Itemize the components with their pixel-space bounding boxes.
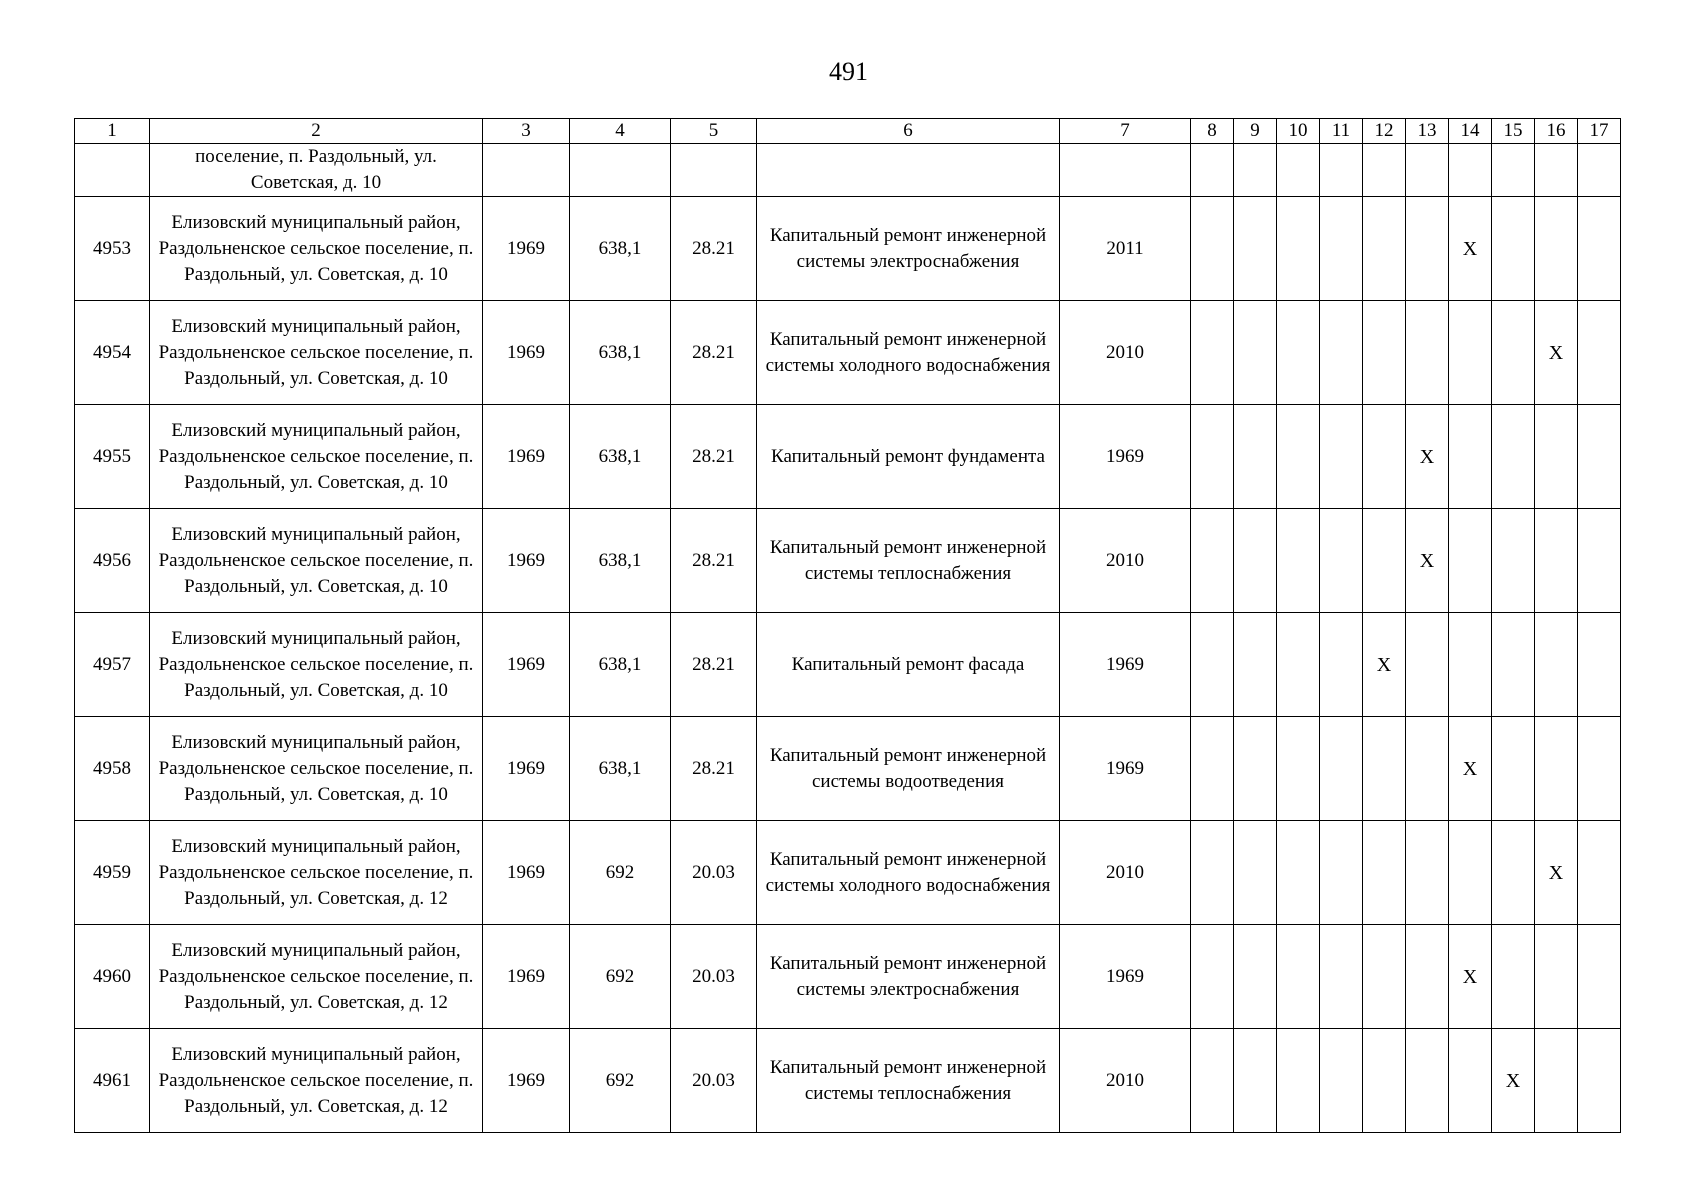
- empty-cell: [1320, 821, 1363, 925]
- continuation-address: поселение, п. Раздольный, ул. Советская, д. 10: [150, 144, 483, 197]
- area-cell: 638,1: [570, 717, 671, 821]
- repair-register-table: [74, 118, 1621, 1133]
- area-cell: 692: [570, 1029, 671, 1133]
- empty-cell: [757, 144, 1060, 197]
- empty-cell: [1234, 717, 1277, 821]
- last-repair-year-cell: 1969: [1060, 925, 1191, 1029]
- column-number-3: 3: [483, 119, 570, 144]
- column-number-9: 9: [1234, 119, 1277, 144]
- empty-cell: [1277, 925, 1320, 1029]
- selected-mark: X: [1449, 717, 1492, 821]
- empty-cell: [1363, 197, 1406, 301]
- empty-cell: [1234, 144, 1277, 197]
- empty-cell: [1320, 144, 1363, 197]
- empty-cell: [1535, 1029, 1578, 1133]
- empty-cell: [1320, 717, 1363, 821]
- record-id: 4954: [75, 301, 150, 405]
- empty-cell: [1492, 405, 1535, 509]
- address-cell: Елизовский муниципальный район, Раздольненское сельское поселение, п. Раздольный, ул. Советская, д. 10: [150, 197, 483, 301]
- build-year-cell: 1969: [483, 613, 570, 717]
- empty-cell: [1578, 717, 1621, 821]
- empty-cell: [1363, 509, 1406, 613]
- selected-mark: X: [1449, 925, 1492, 1029]
- page-number: 491: [829, 57, 868, 86]
- wear-percent-cell: 28.21: [671, 717, 757, 821]
- empty-cell: [1406, 613, 1449, 717]
- column-number-2: 2: [150, 119, 483, 144]
- empty-cell: [1492, 717, 1535, 821]
- empty-cell: [1492, 613, 1535, 717]
- work-type-cell: Капитальный ремонт фундамента: [757, 405, 1060, 509]
- empty-cell: [1363, 1029, 1406, 1133]
- empty-cell: [1449, 821, 1492, 925]
- area-cell: 692: [570, 821, 671, 925]
- build-year-cell: 1969: [483, 405, 570, 509]
- empty-cell: [1191, 197, 1234, 301]
- empty-cell: [1449, 405, 1492, 509]
- empty-cell: [1277, 405, 1320, 509]
- empty-cell: [1578, 1029, 1621, 1133]
- empty-cell: [1234, 613, 1277, 717]
- empty-cell: [1535, 509, 1578, 613]
- address-cell: Елизовский муниципальный район, Раздольненское сельское поселение, п. Раздольный, ул. Советская, д. 10: [150, 301, 483, 405]
- address-cell: Елизовский муниципальный район, Раздольненское сельское поселение, п. Раздольный, ул. Советская, д. 12: [150, 821, 483, 925]
- continuation-row: [75, 144, 1621, 197]
- empty-cell: [1363, 144, 1406, 197]
- empty-cell: [1449, 144, 1492, 197]
- column-number-12: 12: [1363, 119, 1406, 144]
- build-year-cell: 1969: [483, 197, 570, 301]
- empty-cell: [1234, 821, 1277, 925]
- empty-cell: [1363, 821, 1406, 925]
- empty-cell: [1363, 925, 1406, 1029]
- selected-mark: X: [1406, 509, 1449, 613]
- empty-cell: [1277, 144, 1320, 197]
- table-row: [75, 613, 1621, 717]
- empty-cell: [1191, 144, 1234, 197]
- empty-cell: [1578, 405, 1621, 509]
- wear-percent-cell: 20.03: [671, 925, 757, 1029]
- build-year-cell: 1969: [483, 821, 570, 925]
- work-type-cell: Капитальный ремонт инженерной системы холодного водоснабжения: [757, 821, 1060, 925]
- empty-cell: [1449, 1029, 1492, 1133]
- empty-cell: [1535, 717, 1578, 821]
- empty-cell: [1363, 717, 1406, 821]
- empty-cell: [1277, 613, 1320, 717]
- empty-cell: [1406, 197, 1449, 301]
- empty-cell: [1191, 509, 1234, 613]
- empty-cell: [1277, 509, 1320, 613]
- empty-cell: [1234, 1029, 1277, 1133]
- wear-percent-cell: 20.03: [671, 1029, 757, 1133]
- build-year-cell: 1969: [483, 1029, 570, 1133]
- build-year-cell: 1969: [483, 717, 570, 821]
- column-number-7: 7: [1060, 119, 1191, 144]
- wear-percent-cell: 28.21: [671, 301, 757, 405]
- column-number-5: 5: [671, 119, 757, 144]
- table-row: [75, 925, 1621, 1029]
- wear-percent-cell: 28.21: [671, 405, 757, 509]
- last-repair-year-cell: 2010: [1060, 1029, 1191, 1133]
- column-number-15: 15: [1492, 119, 1535, 144]
- table-row: [75, 717, 1621, 821]
- empty-cell: [1277, 1029, 1320, 1133]
- record-id: 4957: [75, 613, 150, 717]
- work-type-cell: Капитальный ремонт инженерной системы электроснабжения: [757, 197, 1060, 301]
- empty-cell: [1535, 405, 1578, 509]
- last-repair-year-cell: 2010: [1060, 509, 1191, 613]
- empty-cell: [1277, 197, 1320, 301]
- build-year-cell: 1969: [483, 301, 570, 405]
- area-cell: 638,1: [570, 613, 671, 717]
- empty-cell: [1320, 925, 1363, 1029]
- column-number-10: 10: [1277, 119, 1320, 144]
- area-cell: 638,1: [570, 405, 671, 509]
- address-cell: Елизовский муниципальный район, Раздольненское сельское поселение, п. Раздольный, ул. Советская, д. 10: [150, 509, 483, 613]
- column-number-4: 4: [570, 119, 671, 144]
- empty-cell: [1492, 197, 1535, 301]
- empty-cell: [1234, 509, 1277, 613]
- column-number-16: 16: [1535, 119, 1578, 144]
- empty-cell: [1320, 613, 1363, 717]
- table-row: [75, 509, 1621, 613]
- empty-cell: [1578, 613, 1621, 717]
- column-number-row: [75, 119, 1621, 144]
- work-type-cell: Капитальный ремонт инженерной системы водоотведения: [757, 717, 1060, 821]
- work-type-cell: Капитальный ремонт инженерной системы холодного водоснабжения: [757, 301, 1060, 405]
- empty-cell: [1578, 197, 1621, 301]
- empty-cell: [1492, 301, 1535, 405]
- selected-mark: X: [1449, 197, 1492, 301]
- address-cell: Елизовский муниципальный район, Раздольненское сельское поселение, п. Раздольный, ул. Советская, д. 10: [150, 405, 483, 509]
- selected-mark: X: [1492, 1029, 1535, 1133]
- empty-cell: [1320, 405, 1363, 509]
- build-year-cell: 1969: [483, 925, 570, 1029]
- table-row: [75, 405, 1621, 509]
- empty-cell: [1363, 405, 1406, 509]
- empty-cell: [1234, 301, 1277, 405]
- empty-cell: [75, 144, 150, 197]
- empty-cell: [1234, 925, 1277, 1029]
- record-id: 4955: [75, 405, 150, 509]
- empty-cell: [1320, 509, 1363, 613]
- last-repair-year-cell: 2010: [1060, 301, 1191, 405]
- column-number-14: 14: [1449, 119, 1492, 144]
- empty-cell: [1277, 821, 1320, 925]
- record-id: 4956: [75, 509, 150, 613]
- empty-cell: [1191, 821, 1234, 925]
- empty-cell: [1406, 821, 1449, 925]
- record-id: 4961: [75, 1029, 150, 1133]
- empty-cell: [1535, 925, 1578, 1029]
- empty-cell: [1449, 613, 1492, 717]
- empty-cell: [1535, 197, 1578, 301]
- column-number-1: 1: [75, 119, 150, 144]
- empty-cell: [1492, 509, 1535, 613]
- last-repair-year-cell: 1969: [1060, 613, 1191, 717]
- build-year-cell: 1969: [483, 509, 570, 613]
- table-row: [75, 301, 1621, 405]
- record-id: 4953: [75, 197, 150, 301]
- empty-cell: [1191, 925, 1234, 1029]
- empty-cell: [1320, 197, 1363, 301]
- empty-cell: [1234, 197, 1277, 301]
- empty-cell: [483, 144, 570, 197]
- empty-cell: [1277, 717, 1320, 821]
- empty-cell: [1406, 717, 1449, 821]
- last-repair-year-cell: 2010: [1060, 821, 1191, 925]
- empty-cell: [1449, 509, 1492, 613]
- column-number-6: 6: [757, 119, 1060, 144]
- empty-cell: [1191, 301, 1234, 405]
- area-cell: 638,1: [570, 509, 671, 613]
- address-cell: Елизовский муниципальный район, Раздольненское сельское поселение, п. Раздольный, ул. Советская, д. 12: [150, 925, 483, 1029]
- empty-cell: [1406, 144, 1449, 197]
- area-cell: 638,1: [570, 301, 671, 405]
- empty-cell: [570, 144, 671, 197]
- work-type-cell: Капитальный ремонт инженерной системы теплоснабжения: [757, 1029, 1060, 1133]
- empty-cell: [1191, 1029, 1234, 1133]
- table-row: [75, 197, 1621, 301]
- empty-cell: [1191, 717, 1234, 821]
- empty-cell: [1363, 301, 1406, 405]
- column-number-17: 17: [1578, 119, 1621, 144]
- column-number-8: 8: [1191, 119, 1234, 144]
- wear-percent-cell: 28.21: [671, 197, 757, 301]
- record-id: 4960: [75, 925, 150, 1029]
- wear-percent-cell: 20.03: [671, 821, 757, 925]
- empty-cell: [1234, 405, 1277, 509]
- work-type-cell: Капитальный ремонт инженерной системы электроснабжения: [757, 925, 1060, 1029]
- selected-mark: X: [1363, 613, 1406, 717]
- selected-mark: X: [1406, 405, 1449, 509]
- empty-cell: [1535, 144, 1578, 197]
- empty-cell: [1578, 925, 1621, 1029]
- record-id: 4958: [75, 717, 150, 821]
- record-id: 4959: [75, 821, 150, 925]
- empty-cell: [1578, 301, 1621, 405]
- table-row: [75, 1029, 1621, 1133]
- empty-cell: [1578, 144, 1621, 197]
- area-cell: 638,1: [570, 197, 671, 301]
- selected-mark: X: [1535, 821, 1578, 925]
- empty-cell: [1406, 1029, 1449, 1133]
- work-type-cell: Капитальный ремонт инженерной системы теплоснабжения: [757, 509, 1060, 613]
- table-body: [75, 119, 1621, 1133]
- empty-cell: [1191, 405, 1234, 509]
- selected-mark: X: [1535, 301, 1578, 405]
- address-cell: Елизовский муниципальный район, Раздольненское сельское поселение, п. Раздольный, ул. Советская, д. 10: [150, 613, 483, 717]
- empty-cell: [1578, 821, 1621, 925]
- empty-cell: [1492, 144, 1535, 197]
- address-cell: Елизовский муниципальный район, Раздольненское сельское поселение, п. Раздольный, ул. Советская, д. 10: [150, 717, 483, 821]
- empty-cell: [1492, 925, 1535, 1029]
- empty-cell: [1060, 144, 1191, 197]
- column-number-13: 13: [1406, 119, 1449, 144]
- empty-cell: [1406, 301, 1449, 405]
- area-cell: 692: [570, 925, 671, 1029]
- column-number-11: 11: [1320, 119, 1363, 144]
- empty-cell: [1578, 509, 1621, 613]
- last-repair-year-cell: 2011: [1060, 197, 1191, 301]
- work-type-cell: Капитальный ремонт фасада: [757, 613, 1060, 717]
- empty-cell: [1535, 613, 1578, 717]
- empty-cell: [1449, 301, 1492, 405]
- address-cell: Елизовский муниципальный район, Раздольненское сельское поселение, п. Раздольный, ул. Советская, д. 12: [150, 1029, 483, 1133]
- empty-cell: [1406, 925, 1449, 1029]
- empty-cell: [1191, 613, 1234, 717]
- empty-cell: [1320, 301, 1363, 405]
- table-row: [75, 821, 1621, 925]
- empty-cell: [671, 144, 757, 197]
- empty-cell: [1320, 1029, 1363, 1133]
- empty-cell: [1277, 301, 1320, 405]
- last-repair-year-cell: 1969: [1060, 405, 1191, 509]
- last-repair-year-cell: 1969: [1060, 717, 1191, 821]
- wear-percent-cell: 28.21: [671, 613, 757, 717]
- wear-percent-cell: 28.21: [671, 509, 757, 613]
- empty-cell: [1492, 821, 1535, 925]
